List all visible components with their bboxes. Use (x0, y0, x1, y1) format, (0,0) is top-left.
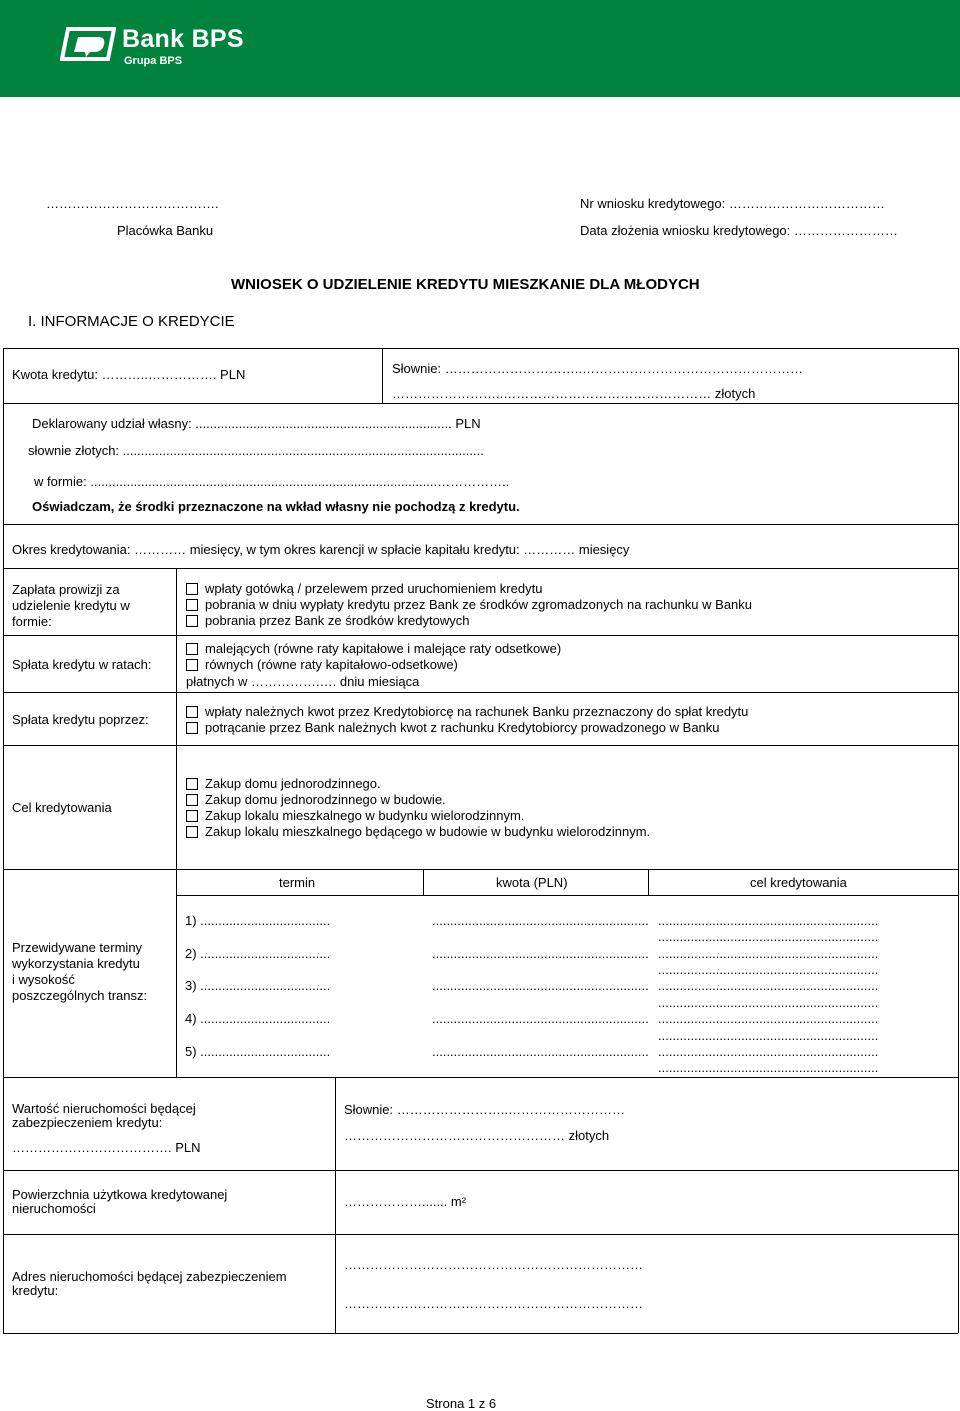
box-divider (335, 1077, 336, 1333)
table-divider (176, 895, 958, 896)
commission-option-label: pobrania w dniu wypłaty kredytu przez Bank ze środków zgromadzonych na rachunku w Banku (205, 597, 753, 612)
box-divider (3, 1077, 958, 1078)
box-divider (3, 869, 958, 870)
box-divider (3, 692, 958, 693)
brand-header (0, 0, 960, 97)
branch-label: Placówka Banku (117, 223, 214, 238)
installments-day-field[interactable]: płatnych w …………….…. dniu miesiąca (186, 674, 420, 689)
box-divider (176, 745, 177, 869)
box-divider (3, 403, 958, 404)
commission-cash-checkbox[interactable] (186, 583, 198, 595)
box-divider (382, 348, 383, 403)
box-divider (3, 1170, 958, 1171)
credit-amount-field[interactable]: Kwota kredytu: ………..……………. PLN (12, 367, 246, 382)
repayment-option-label: potrącanie przez Bank należnych kwot z rachunku Kredytobiorcy prowadzonego w Banku (205, 720, 720, 735)
purpose-flat-checkbox[interactable] (186, 810, 198, 822)
property-value-label: zabezpieczeniem kredytu: (12, 1115, 163, 1130)
commission-account-checkbox[interactable] (186, 599, 198, 611)
tranches-label: Przewidywane terminy (12, 940, 143, 955)
installments-label: Spłata kredytu w ratach: (12, 657, 152, 672)
table-divider (423, 869, 424, 895)
tranche-term-field[interactable]: 3) .................................... (185, 978, 331, 993)
commission-option-label: pobrania przez Bank ze środków kredytowych (205, 613, 470, 628)
box-divider (176, 568, 177, 745)
tranche-purpose-field[interactable]: ............................................................. (658, 1060, 879, 1075)
repayment-deduction-checkbox[interactable] (186, 722, 198, 734)
own-contribution-field[interactable]: Deklarowany udział własny: ....................................................................... PLN (32, 416, 481, 431)
tranche-purpose-field[interactable]: ............................................................. (658, 995, 879, 1010)
tranche-term-field[interactable]: 1) .................................... (185, 913, 331, 928)
application-date-field[interactable]: Data złożenia wniosku kredytowego: …………………… (580, 223, 898, 238)
page-number: Strona 1 z 6 (426, 1396, 497, 1411)
property-address-label: kredytu: (12, 1283, 59, 1298)
application-number-field[interactable]: Nr wniosku kredytowego: ……………………………… (580, 196, 885, 211)
property-address-label: Adres nieruchomości będącej zabezpieczeniem (12, 1269, 287, 1284)
installments-option-label: równych (równe raty kapitałowo-odsetkowe) (205, 657, 458, 672)
installments-equal-checkbox[interactable] (186, 659, 198, 671)
tranches-label: wykorzystania kredytu (12, 956, 140, 971)
installments-decreasing-checkbox[interactable] (186, 643, 198, 655)
tranche-amount-field[interactable]: ............................................................ (432, 978, 649, 993)
purpose-option-label: Zakup lokalu mieszkalnego będącego w budowie w budynku wielorodzinnym. (205, 824, 651, 839)
tranche-purpose-header: cel kredytowania (750, 875, 847, 890)
property-value-field[interactable]: ………………………………. PLN (12, 1140, 201, 1155)
tranche-term-field[interactable]: 5) .................................... (185, 1044, 331, 1059)
tranche-term-header: termin (279, 875, 316, 890)
commission-label: formie: (12, 614, 52, 629)
tranche-purpose-field[interactable]: ............................................................. (658, 946, 879, 961)
box-border (958, 348, 959, 1333)
credit-amount-words-field-2[interactable]: ……………………..………………………………………… złotych (392, 386, 756, 401)
tranche-purpose-field[interactable]: ............................................................. (658, 978, 879, 993)
purpose-house-checkbox[interactable] (186, 778, 198, 790)
purpose-option-label: Zakup lokalu mieszkalnego w budynku wielorodzinnym. (205, 808, 525, 823)
credit-period-field[interactable]: Okres kredytowania: ………… miesięcy, w tym okres karencji w spłacie kapitału kredytu: ………… miesięcy (12, 542, 630, 557)
own-contribution-declaration: Oświadczam, że środki przeznaczone na wkład własny nie pochodzą z kredytu. (32, 499, 520, 514)
bank-name: Bank BPS (122, 25, 244, 53)
document-title: WNIOSEK O UDZIELENIE KREDYTU MIESZKANIE DLA MŁODYCH (231, 276, 700, 293)
commission-label: udzielenie kredytu w (12, 598, 130, 613)
box-divider (3, 568, 958, 569)
own-contribution-words-field[interactable]: słownie złotych: .................................................................................................... (28, 443, 484, 458)
repayment-transfer-checkbox[interactable] (186, 706, 198, 718)
box-divider (3, 635, 958, 636)
tranche-purpose-field[interactable]: ............................................................. (658, 962, 879, 977)
property-area-label: nieruchomości (12, 1201, 96, 1216)
tranche-purpose-field[interactable]: ............................................................. (658, 1011, 879, 1026)
purpose-option-label: Zakup domu jednorodzinnego w budowie. (205, 792, 446, 807)
table-divider (648, 869, 649, 895)
tranche-purpose-field[interactable]: ............................................................. (658, 929, 879, 944)
property-value-label: Wartość nieruchomości będącej (12, 1101, 196, 1116)
tranche-amount-field[interactable]: ............................................................ (432, 913, 649, 928)
section-title: I. INFORMACJE O KREDYCIE (28, 313, 235, 330)
installments-option-label: malejących (równe raty kapitałowe i malejące raty odsetkowe) (205, 641, 562, 656)
tranche-term-field[interactable]: 2) .................................... (185, 946, 331, 961)
purpose-house-construction-checkbox[interactable] (186, 794, 198, 806)
purpose-flat-construction-checkbox[interactable] (186, 826, 198, 838)
property-value-words-field[interactable]: Słownie: ……………………..……………………… (344, 1102, 625, 1117)
commission-option-label: wpłaty gotówką / przelewem przed uruchomieniem kredytu (205, 581, 543, 596)
commission-credit-funds-checkbox[interactable] (186, 615, 198, 627)
tranche-amount-field[interactable]: ............................................................ (432, 1011, 649, 1026)
box-divider (3, 1234, 958, 1235)
property-area-label: Powierzchnia użytkowa kredytowanej (12, 1187, 228, 1202)
tranche-purpose-field[interactable]: ............................................................. (658, 1028, 879, 1043)
property-address-field-2[interactable]: …………………………………………………………… (344, 1296, 643, 1311)
property-area-field[interactable]: ………………....... m² (344, 1194, 467, 1209)
box-border (3, 348, 958, 349)
tranche-amount-header: kwota (PLN) (496, 875, 568, 890)
property-value-words-field-2[interactable]: …………………………………………… złotych (344, 1128, 610, 1143)
tranches-label: poszczególnych transz: (12, 988, 148, 1003)
repayment-label: Spłata kredytu poprzez: (12, 712, 149, 727)
tranche-amount-field[interactable]: ............................................................ (432, 946, 649, 961)
purpose-option-label: Zakup domu jednorodzinnego. (205, 776, 381, 791)
credit-amount-words-field[interactable]: Słownie: …………………………..…………………………………………… (392, 361, 803, 376)
box-border (3, 348, 4, 1333)
branch-field[interactable]: …………………………………. (46, 196, 219, 211)
own-contribution-form-field[interactable]: w formie: ................................................................................................…………….. (34, 474, 510, 489)
repayment-option-label: wpłaty należnych kwot przez Kredytobiorcę na rachunek Banku przeznaczony do spłat kredytu (205, 704, 749, 719)
box-divider (3, 524, 958, 525)
box-divider (3, 745, 958, 746)
tranche-amount-field[interactable]: ............................................................ (432, 1044, 649, 1059)
property-address-field[interactable]: …………………………………………………………… (344, 1257, 643, 1272)
tranche-purpose-field[interactable]: ............................................................. (658, 913, 879, 928)
commission-label: Zapłata prowizji za (12, 582, 120, 597)
purpose-label: Cel kredytowania (12, 800, 112, 815)
tranches-label: i wysokość (12, 972, 75, 987)
tranche-purpose-field[interactable]: ............................................................. (658, 1044, 879, 1059)
box-border-bottom (3, 1333, 958, 1334)
tranche-term-field[interactable]: 4) .................................... (185, 1011, 331, 1026)
bank-logo-icon (60, 25, 116, 63)
box-divider (176, 869, 177, 1077)
group-name: Grupa BPS (124, 55, 183, 67)
